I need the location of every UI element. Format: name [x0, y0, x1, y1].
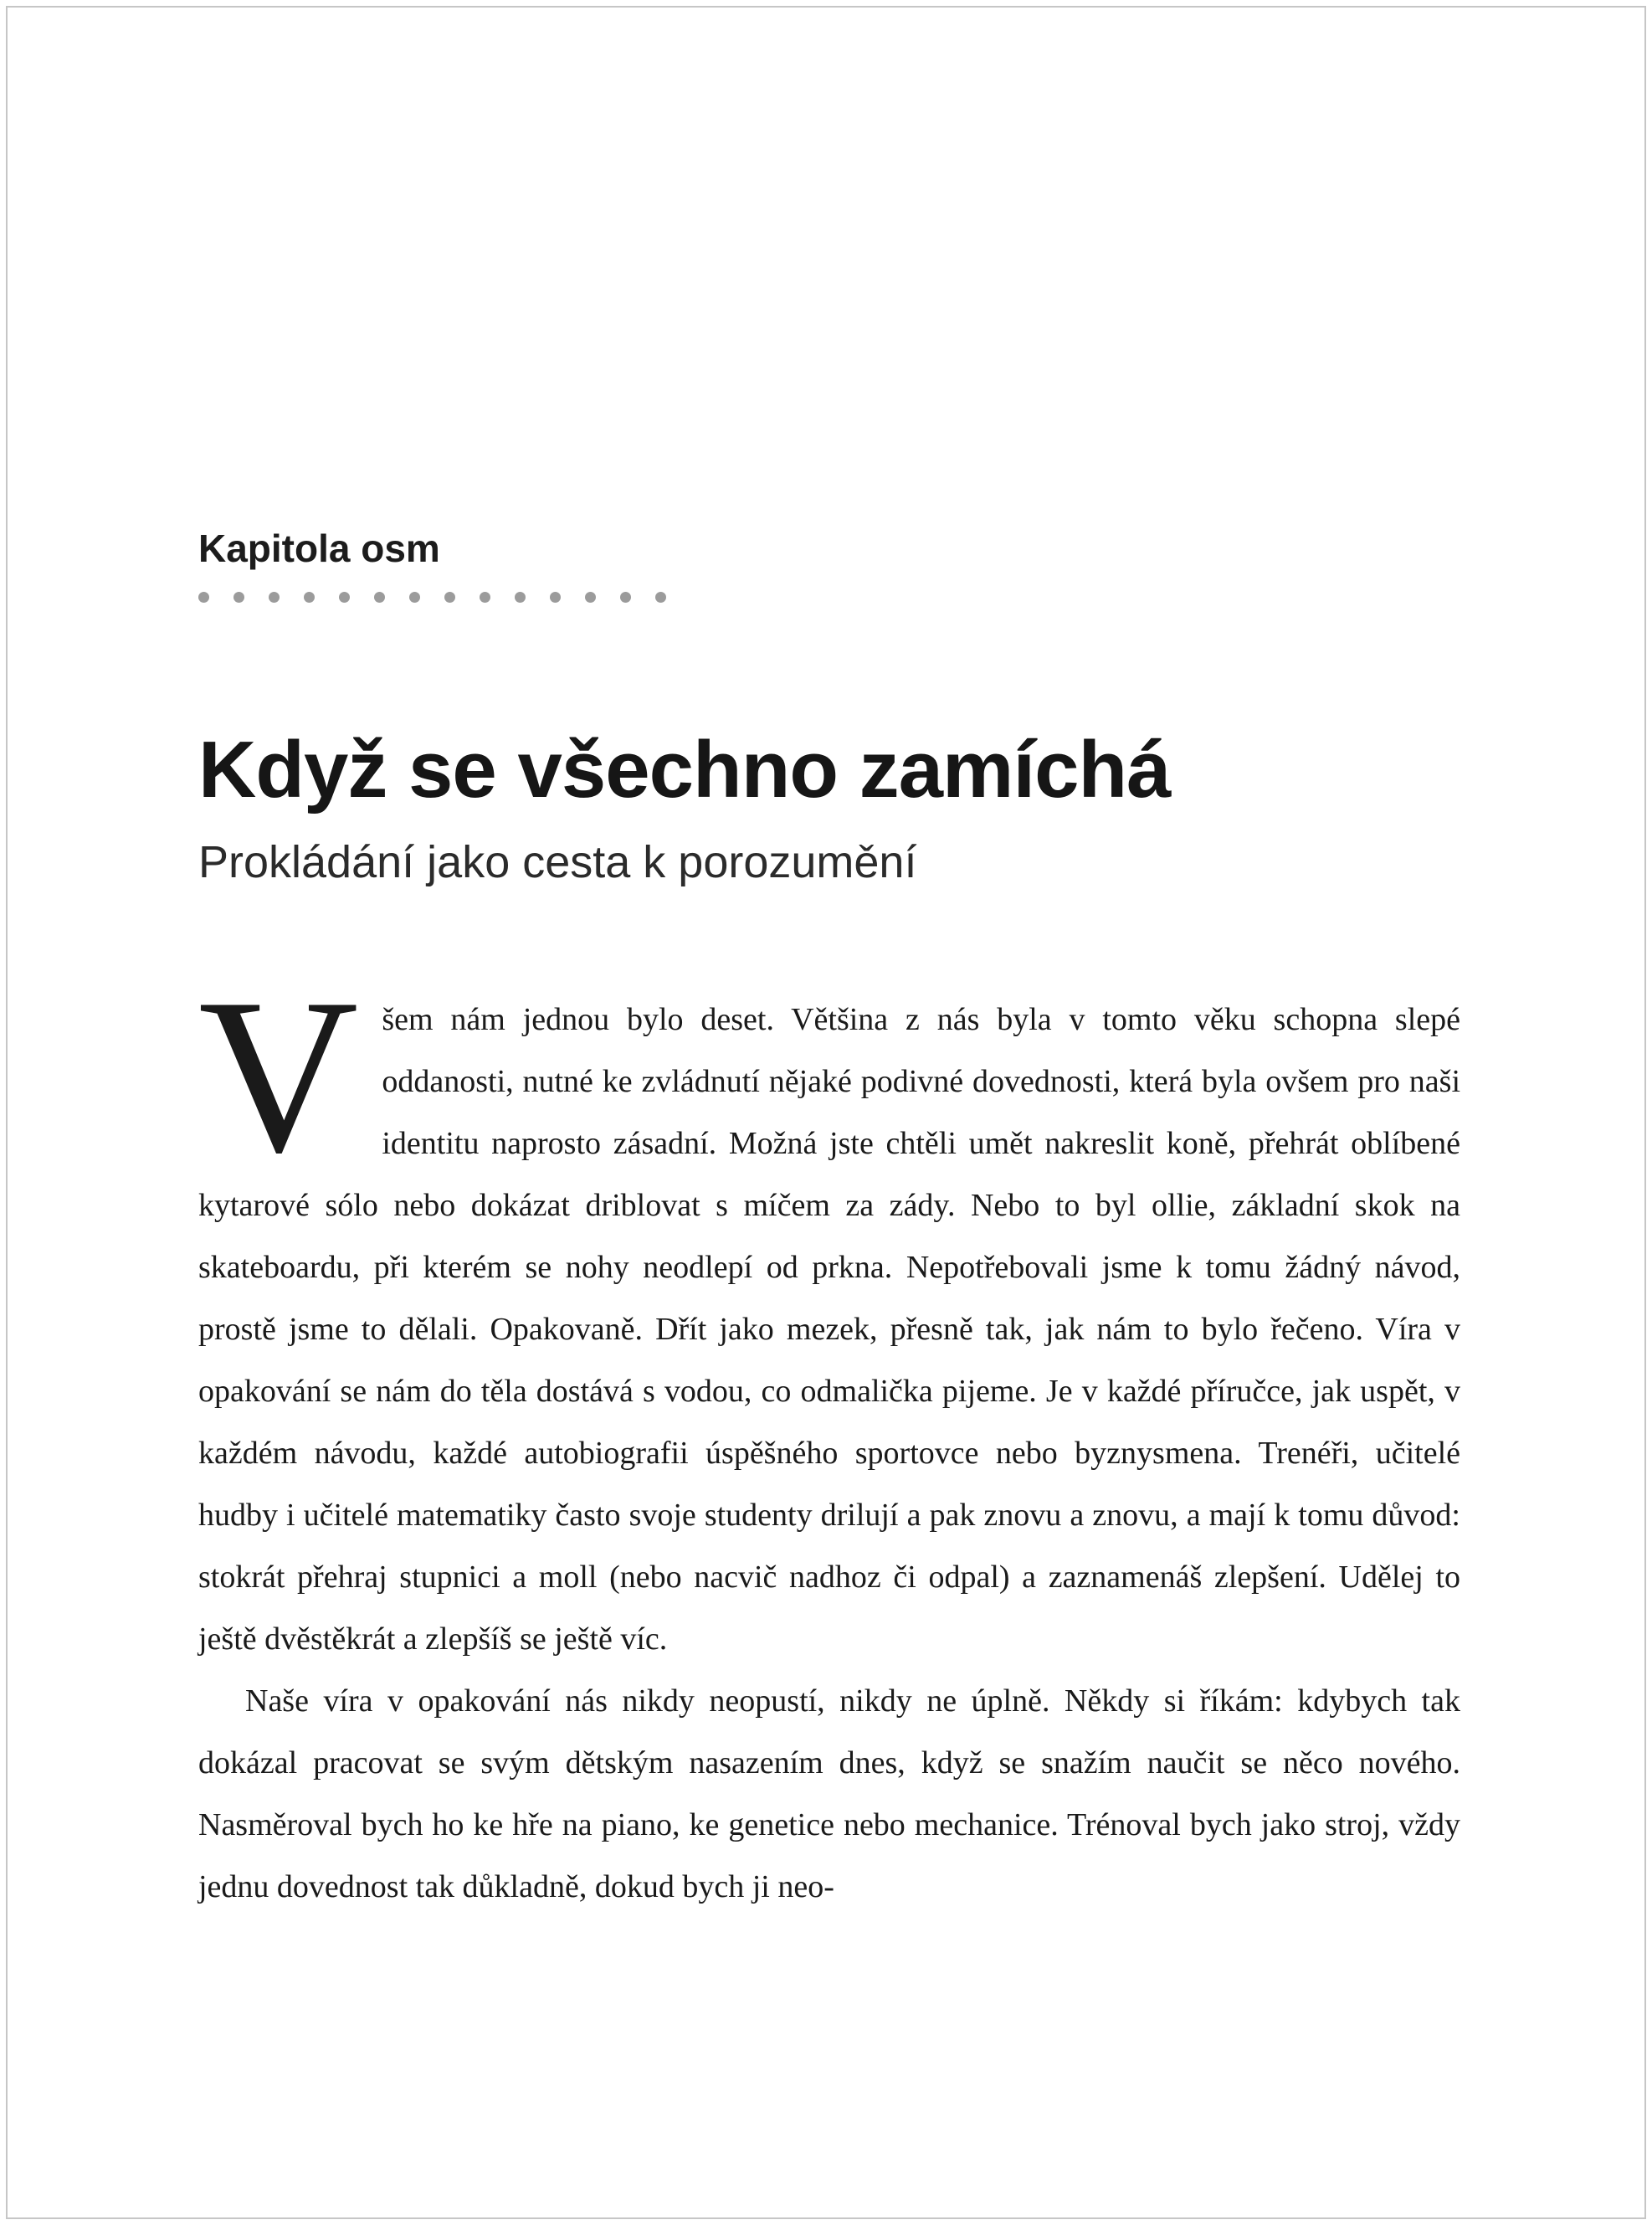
chapter-title: Když se všechno zamíchá: [198, 724, 1171, 814]
dot: [198, 592, 209, 603]
paragraph: [198, 1670, 1460, 1918]
paragraph-text: šem nám jednou bylo deset. Většina z nás byla v tomto věku schopna slepé oddanosti, nutné ke zvládnutí nějaké podivné dovednosti, která byla ovšem pro naši identitu naprosto zásadní. Možná jste chtěli umět nakreslit koně, přehrát oblíbené kytarové sólo nebo dokázat driblovat s míčem za zády. Nebo to byl ollie, základní skok na skateboardu, při kterém se nohy neodlepí od prkna. Nepotřebovali jsme k tomu žádný návod, prostě jsme to dělali. Opakovaně. Dřít jako mezek, přesně tak, jak nám to bylo řečeno. Víra v opakování se nám do těla dostává s vodou, co odmalička pijeme. Je v každé příručce, jak uspět, v každém návodu, každé autobiografii úspěšného sportovce nebo byznysmena. Trenéři, učitelé hudby i učitelé matematiky často svoje studenty drilují a pak znovu a znovu, a mají k tomu důvod: stokrát přehraj stupnici a moll (nebo nacvič nadhoz či odpal) a zaznamenáš zlepšení. Udělej to ještě dvěstěkrát a zlepšíš se ještě víc.: [198, 1001, 1460, 1657]
chapter-subtitle: Prokládání jako cesta k porozumění: [198, 836, 917, 887]
page-content: [198, 527, 1460, 1918]
dot: [480, 592, 490, 603]
dot: [655, 592, 666, 603]
dot: [339, 592, 350, 603]
dot: [409, 592, 420, 603]
dot: [269, 592, 280, 603]
paragraph-text: Naše víra v opakování nás nikdy neopustí, nikdy ne úplně. Někdy si říkám: kdybych tak dokázal pracovat se svým dětským nasazením dnes, když se snažím naučit se něco nového. Nasměroval bych ho ke hře na piano, ke genetice nebo mechanice. Trénoval bych jako stroj, vždy jednu dovednost tak důkladně, dokud bych ji neo-: [198, 1683, 1460, 1904]
dot: [515, 592, 526, 603]
dot: [620, 592, 631, 603]
chapter-kicker: Kapitola osm: [198, 527, 440, 570]
drop-cap: V: [198, 953, 359, 1199]
dot: [444, 592, 455, 603]
dot: [585, 592, 596, 603]
dot: [374, 592, 385, 603]
dots-row: [198, 592, 1460, 604]
dot: [304, 592, 315, 603]
paragraph: [198, 953, 1460, 1670]
body-text: [198, 953, 1460, 1918]
dot: [550, 592, 561, 603]
dot: [233, 592, 244, 603]
